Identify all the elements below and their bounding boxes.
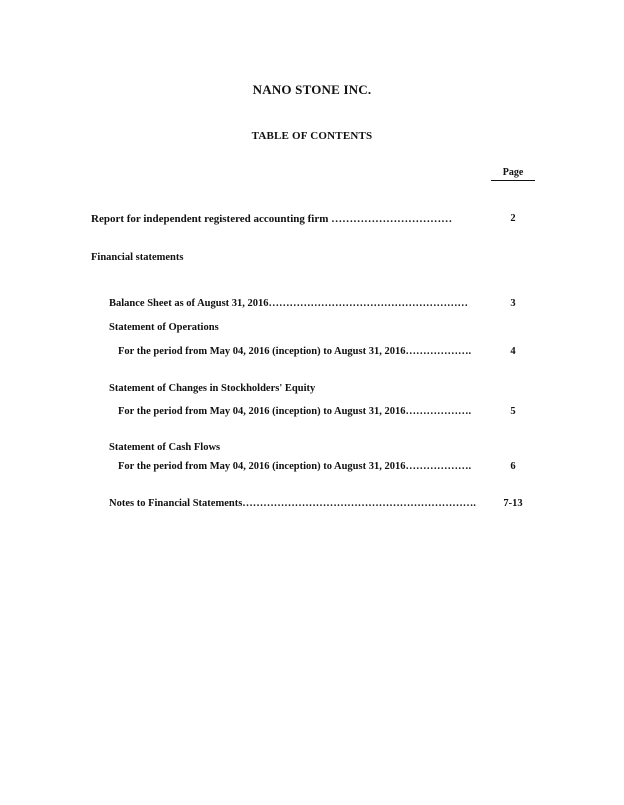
company-name: NANO STONE INC. <box>252 82 372 97</box>
toc-entry-operations-period: For the period from May 04, 2016 (inception) to August 31, 2016………………. <box>118 346 472 357</box>
toc-page-equity: 5 <box>510 406 516 417</box>
page-column-header: Page <box>491 167 535 181</box>
toc-page-cash-flows: 6 <box>510 461 516 472</box>
toc-page-operations: 4 <box>510 346 516 357</box>
toc-section-financial-statements: Financial statements <box>91 252 184 263</box>
toc-entry-balance-sheet: Balance Sheet as of August 31, 2016………………………………………………… <box>109 298 469 309</box>
toc-entry-equity: Statement of Changes in Stockholders' Equity <box>109 383 316 394</box>
toc-entry-notes: Notes to Financial Statements…………………………………………………………. <box>109 498 476 509</box>
toc-page-balance-sheet: 3 <box>510 298 516 309</box>
toc-page-notes: 7-13 <box>503 498 523 509</box>
toc-entry-report: Report for independent registered accounting firm …………………………… <box>91 213 453 225</box>
toc-entry-cash-flows-period: For the period from May 04, 2016 (inception) to August 31, 2016………………. <box>118 461 472 472</box>
toc-entry-operations: Statement of Operations <box>109 322 219 333</box>
toc-entry-equity-period: For the period from May 04, 2016 (inception) to August 31, 2016………………. <box>118 406 472 417</box>
toc-page-report: 2 <box>510 213 516 224</box>
toc-entry-cash-flows: Statement of Cash Flows <box>109 442 221 453</box>
page-title: TABLE OF CONTENTS <box>251 130 373 142</box>
